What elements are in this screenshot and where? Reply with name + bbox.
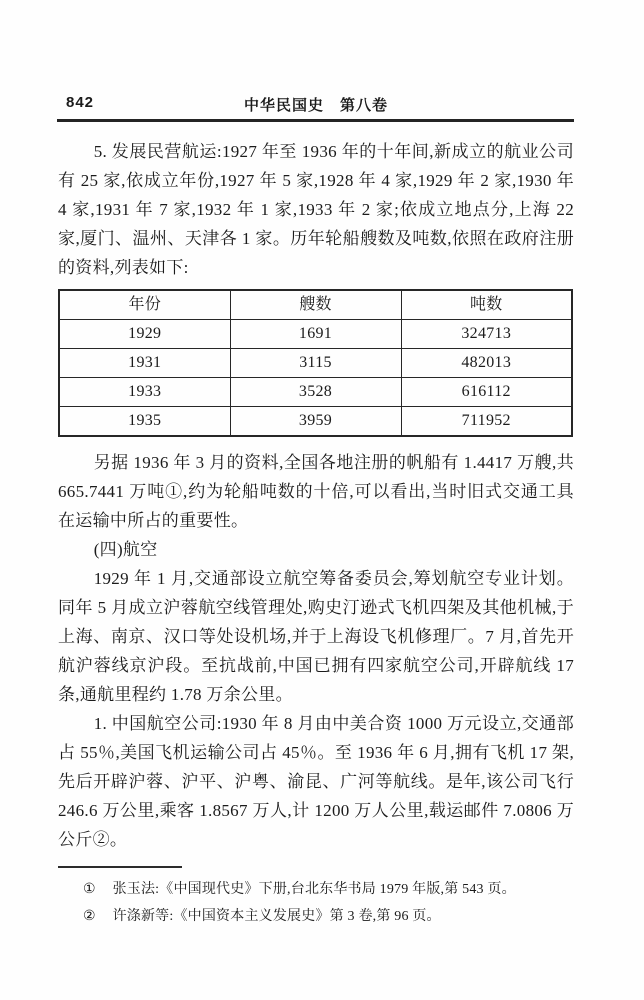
- footnote-2: [58, 907, 574, 926]
- table-header-year: 年份: [59, 290, 230, 320]
- cell-vessel-count: 3115: [230, 349, 401, 378]
- cell-year: 1929: [59, 320, 230, 349]
- cell-vessel-count: 3528: [230, 378, 401, 407]
- footnote-1: [58, 880, 574, 899]
- table-header-tonnage: 吨数: [401, 290, 572, 320]
- cell-year: 1935: [59, 407, 230, 437]
- cell-tonnage: 711952: [401, 407, 572, 437]
- paragraph-cnac: 1. 中国航空公司:1930 年 8 月由中美合资 1000 万元设立,交通部占 55％,美国飞机运输公司占 45％。至 1936 年 6 月,拥有飞机 17 架,先后开辟沪蓉、沪平、沪粤、渝昆、广河等航线。是年,该公司飞行 246.6 万公里,乘客 1.8567 万人,计 1200 万人公里,载运邮件 7.0806 万公斤②。: [58, 714, 574, 849]
- table-row: [59, 407, 572, 437]
- footnote-divider: [58, 866, 182, 868]
- cell-tonnage: 324713: [401, 320, 572, 349]
- table-row: [59, 349, 572, 378]
- header-rule: [57, 119, 574, 122]
- table-header-row: [59, 290, 572, 320]
- running-header: [58, 94, 574, 114]
- page-number: 842: [66, 94, 95, 111]
- cell-year: 1931: [59, 349, 230, 378]
- footnotes: [58, 866, 574, 934]
- paragraph-aviation-overview: 1929 年 1 月,交通部设立航空筹备委员会,筹划航空专业计划。同年 5 月成立沪蓉航空线管理处,购史汀逊式飞机四架及其他机械,于上海、南京、汉口等处设机场,并于上海设飞机修理厂。7 月,首先开航沪蓉线京沪段。至抗战前,中国已拥有四家航空公司,开辟航线 17 条,通航里程约 1.78 万余公里。: [58, 569, 574, 704]
- running-title: 中华民国史 第八卷: [243, 97, 388, 114]
- footnote-2-marker: ②: [83, 908, 96, 924]
- cell-year: 1933: [59, 378, 230, 407]
- cell-tonnage: 482013: [401, 349, 572, 378]
- paragraph-civil-shipping: 5. 发展民营航运:1927 年至 1936 年的十年间,新成立的航业公司有 25 家,依成立年份,1927 年 5 家,1928 年 4 家,1929 年 2 家,1930 年 4 家,1931 年 7 家,1932 年 1 家,1933 年 2 家;依成立地点分,上海 22 家,厦门、温州、天津各 1 家。历年轮船艘数及吨数,依照在政府注册的资料,列表如下:: [58, 142, 574, 277]
- paragraph-junks-tonnage: 另据 1936 年 3 月的资料,全国各地注册的帆船有 1.4417 万艘,共 665.7441 万吨①,约为轮船吨数的十倍,可以看出,当时旧式交通工具在运输中所占的重要性。: [58, 453, 574, 530]
- cell-vessel-count: 1691: [230, 320, 401, 349]
- section-heading-aviation: (四)航空: [93, 540, 158, 559]
- footnote-1-text: 张玉法:《中国现代史》下册,台北东华书局 1979 年版,第 543 页。: [112, 881, 516, 897]
- ship-registry-table: [58, 289, 573, 437]
- cell-tonnage: 616112: [401, 378, 572, 407]
- footnote-1-marker: ①: [83, 881, 96, 897]
- page-content: [58, 137, 574, 854]
- table-row: [59, 378, 572, 407]
- cell-vessel-count: 3959: [230, 407, 401, 437]
- table-header-vessel-count: 艘数: [230, 290, 401, 320]
- table-row: [59, 320, 572, 349]
- footnote-2-text: 许涤新等:《中国资本主义发展史》第 3 卷,第 96 页。: [112, 908, 441, 924]
